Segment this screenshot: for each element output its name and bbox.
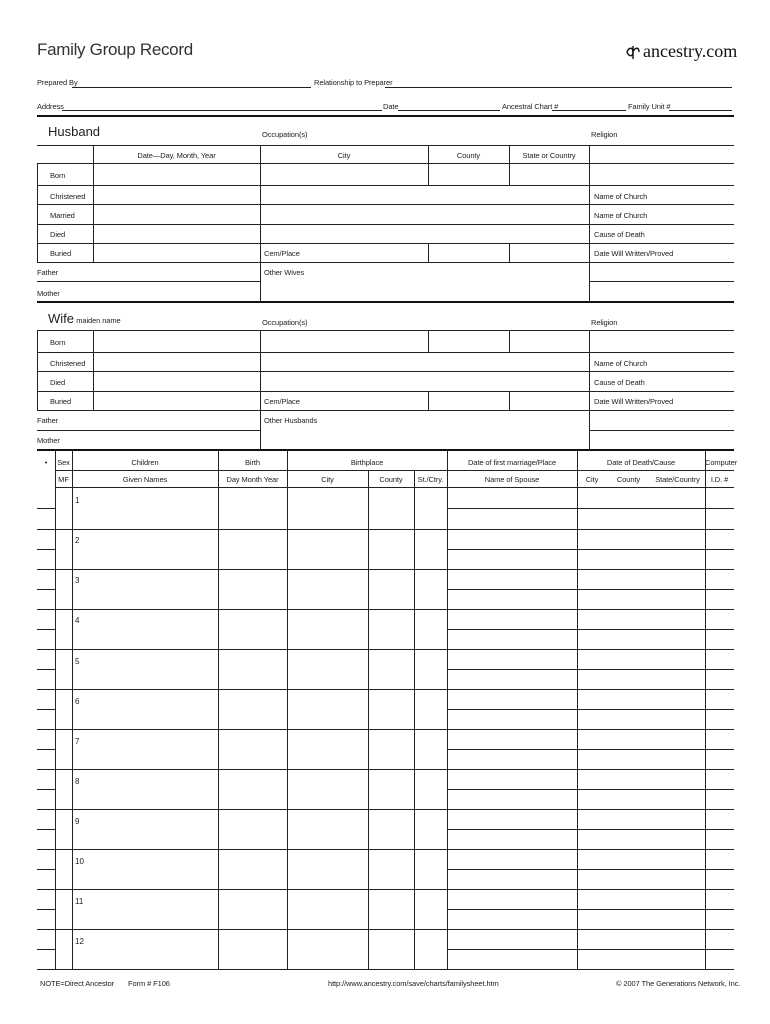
wife-line [37,330,734,331]
children-line [447,949,734,950]
husband-buried-label: Buried [50,249,72,258]
children-line [447,789,734,790]
children-line [447,749,734,750]
child-number: 4 [75,616,80,625]
children-line [447,629,734,630]
children-line [37,929,734,930]
children-line [37,749,55,750]
child-number: 7 [75,737,80,746]
header-county: County [379,475,403,484]
family-unit-field[interactable] [669,110,732,111]
child-number: 3 [75,576,80,585]
children-line [37,689,734,690]
children-line [447,829,734,830]
children-line [37,829,55,830]
prepared-by-label: Prepared By [37,78,78,87]
form-title: Family Group Record [37,40,193,59]
wife-col-divider [37,330,38,410]
children-col-divider [55,451,56,969]
header-id: I.D. # [710,475,729,484]
children-line [37,889,734,890]
wife-line [37,430,260,431]
husband-line [37,281,260,282]
header-given-names: Given Names [122,475,168,484]
footer-copyright: © 2007 The Generations Network, Inc. [616,979,741,988]
children-line [37,629,55,630]
wife-col-divider [509,330,510,352]
husband-cemplace-label: Cem/Place [264,249,300,258]
husband-born-label: Born [50,171,66,180]
children-top-rule [37,449,734,451]
footer-form: Form # F106 [128,979,170,988]
husband-church-label: Name of Church [594,192,648,201]
child-number: 12 [75,937,84,946]
family-unit-label: Family Unit # [628,102,671,111]
children-line [37,909,55,910]
husband-church2-label: Name of Church [594,211,648,220]
header-st: St./Ctry. [417,475,444,484]
address-label: Address [37,102,64,111]
child-number: 10 [75,857,84,866]
wife-church-label: Name of Church [594,359,648,368]
children-line [37,569,734,570]
husband-line [37,185,734,186]
header-birth: Birth [245,458,260,467]
wife-buried-label: Buried [50,397,72,406]
children-line [37,649,734,650]
date-field[interactable] [398,110,500,111]
wife-line [37,410,734,411]
address-field[interactable] [62,110,382,111]
children-line [447,549,734,550]
wife-col-divider [428,330,429,352]
header-city: City [321,475,334,484]
wife-line [37,371,734,372]
children-line [55,487,734,488]
child-number: 5 [75,657,80,666]
children-col-divider [447,451,448,969]
husband-col-divider [37,163,38,262]
wife-title-group [48,311,121,326]
children-line [37,789,55,790]
children-line [37,669,55,670]
ancestral-chart-field[interactable] [552,110,626,111]
footer-url[interactable]: http://www.ancestry.com/save/charts/familysheet.htm [328,979,499,988]
husband-christened-label: Christened [50,192,86,201]
wife-line [37,391,734,392]
wife-died-label: Died [50,378,66,387]
children-col-divider [368,470,369,969]
wife-will-label: Date Will Written/Proved [594,397,674,406]
wife-col-divider [428,391,429,410]
wife-father-label: Father [37,416,59,425]
child-number: 6 [75,697,80,706]
husband-col-divider [260,145,261,301]
husband-col-divider [589,145,590,301]
husband-col-divider [509,243,510,262]
header-dstate: State/Country [655,475,700,484]
children-col-divider [577,451,578,969]
children-line [37,549,55,550]
header-dcounty: County [616,475,641,484]
children-line [37,869,55,870]
children-line [447,669,734,670]
wife-religion-label: Religion [591,318,618,327]
husband-other-wives-label: Other Wives [264,268,305,277]
husband-line [37,163,734,164]
header-mf: MF [58,475,69,484]
header-birthplace: Birthplace [350,458,384,467]
husband-line [37,243,734,244]
children-line [37,969,734,970]
header-dmy: Day Month Year [226,475,279,484]
children-line [37,508,55,509]
husband-religion-label: Religion [591,130,618,139]
ancestral-chart-label: Ancestral Chart # [502,102,559,111]
child-number: 9 [75,817,80,826]
child-number: 2 [75,536,80,545]
husband-cause-label: Cause of Death [594,230,645,239]
wife-cause-label: Cause of Death [594,378,645,387]
child-number: 8 [75,777,80,786]
children-col-divider [218,451,219,969]
header-children: Children [131,458,159,467]
wife-col-divider [93,330,94,410]
husband-top-rule [37,115,734,117]
wife-other-husbands-label: Other Husbands [264,416,318,425]
children-line [447,869,734,870]
children-line [37,589,55,590]
wife-mother-label: Mother [37,436,60,445]
husband-line [37,204,734,205]
logo-text: ancestry.com [643,41,738,61]
wife-top-rule [37,301,734,303]
children-col-divider [287,451,288,969]
wife-line [37,352,734,353]
child-number: 1 [75,496,80,505]
header-bullet: • [44,458,48,467]
wife-occupation-label: Occupation(s) [262,318,308,327]
husband-col-divider [93,145,94,262]
husband-father-label: Father [37,268,59,277]
wife-title: Wife [48,311,74,326]
husband-died-label: Died [50,230,66,239]
ancestry-logo[interactable] [625,41,737,62]
children-line [37,729,734,730]
children-line [447,909,734,910]
children-line [37,949,55,950]
husband-col-divider [509,145,510,185]
husband-line [589,281,734,282]
husband-col-county: County [456,151,481,160]
relationship-label: Relationship to Preparer [314,78,393,87]
husband-married-label: Married [50,211,75,220]
wife-line [589,430,734,431]
husband-mother-label: Mother [37,289,60,298]
header-spouse: Name of Spouse [484,475,540,484]
children-line [55,470,734,471]
relationship-field[interactable] [385,87,732,88]
child-number: 11 [75,897,84,906]
wife-col-divider [260,330,261,449]
husband-line [37,224,734,225]
children-line [37,609,734,610]
husband-col-city: City [337,151,351,160]
children-line [37,529,734,530]
wife-cemplace-label: Cem/Place [264,397,300,406]
husband-col-state: State or Country [522,151,576,160]
children-line [447,589,734,590]
children-line [37,769,734,770]
footer-note: NOTE=Direct Ancestor [40,979,115,988]
children-line [37,809,734,810]
children-col-divider [72,451,73,969]
husband-col-date: Date—Day, Month, Year [137,151,216,160]
header-sex: Sex [57,458,70,467]
husband-line [37,145,734,146]
children-line [447,508,734,509]
children-line [447,709,734,710]
children-line [37,709,55,710]
ancestry-leaf-icon [625,44,641,60]
children-col-divider [705,451,706,969]
date-label: Date [383,102,399,111]
header-computer: Computer [705,458,738,467]
wife-born-label: Born [50,338,66,347]
husband-line [37,262,734,263]
husband-col-divider [428,145,429,185]
husband-col-divider [428,243,429,262]
header-dcity: City [585,475,599,484]
husband-title: Husband [48,124,101,139]
header-death: Date of Death/Cause [606,458,676,467]
children-line [37,849,734,850]
prepared-by-field[interactable] [72,87,311,88]
wife-christened-label: Christened [50,359,86,368]
husband-will-label: Date Will Written/Proved [594,249,674,258]
wife-col-divider [589,330,590,449]
wife-maiden-label: maiden name [76,316,121,325]
header-marriage: Date of first marriage/Place [467,458,557,467]
children-col-divider [414,470,415,969]
wife-col-divider [509,391,510,410]
husband-occupation-label: Occupation(s) [262,130,308,139]
